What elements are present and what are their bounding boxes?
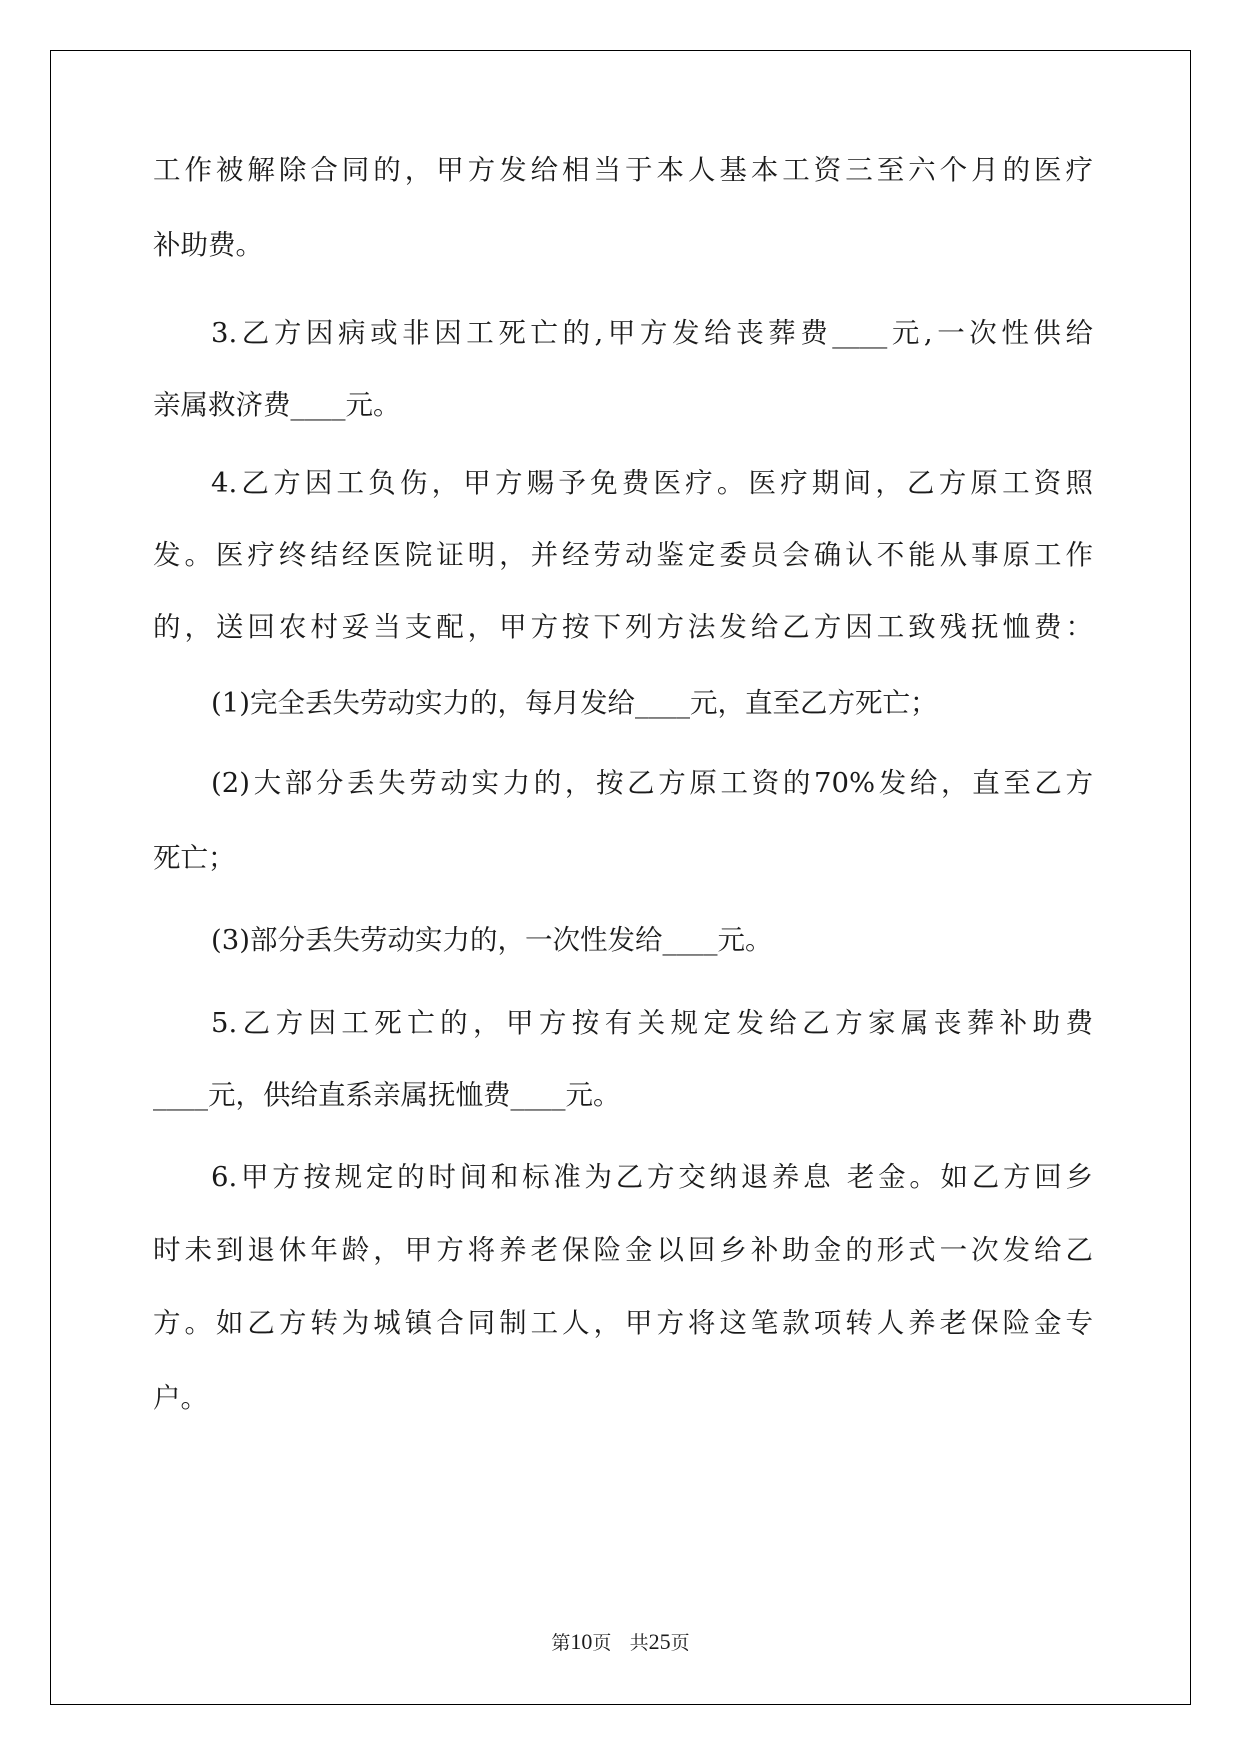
text-line: (2)大部分丢失劳动实力的，按乙方原工资的70%发给，直至乙方 <box>211 767 1093 799</box>
text-line: 的，送回农村妥当支配，甲方按下列方法发给乙方因工致残抚恤费： <box>153 611 1093 643</box>
footer-prefix: 第 <box>551 1632 571 1654</box>
text-line: 6.甲方按规定的时间和标准为乙方交纳退养息 老金。如乙方回乡 <box>211 1161 1093 1193</box>
text-line: 工作被解除合同的，甲方发给相当于本人基本工资三至六个月的医疗 <box>153 154 1093 186</box>
text-line: 时未到退休年龄，甲方将养老保险金以回乡补助金的形式一次发给乙 <box>153 1234 1093 1266</box>
text-line: (3)部分丢失劳动实力的，一次性发给____元。 <box>211 924 773 956</box>
footer-page-suffix: 页 <box>592 1632 612 1654</box>
footer-total-suffix: 页 <box>670 1632 690 1654</box>
current-page-number: 10 <box>570 1629 593 1654</box>
text-line: 方。如乙方转为城镇合同制工人，甲方将这笔款项转人养老保险金专 <box>153 1307 1093 1339</box>
text-line: 亲属救济费____元。 <box>153 389 401 421</box>
text-line: 5.乙方因工死亡的，甲方按有关规定发给乙方家属丧葬补助费 <box>211 1007 1093 1039</box>
text-line: 发。医疗终结经医院证明，并经劳动鉴定委员会确认不能从事原工作 <box>153 539 1093 571</box>
text-line: ____元，供给直系亲属抚恤费____元。 <box>153 1079 621 1111</box>
text-line: 4.乙方因工负伤，甲方赐予免费医疗。医疗期间，乙方原工资照 <box>211 467 1093 499</box>
page-number-footer <box>0 1628 1241 1655</box>
text-line: 户。 <box>153 1382 208 1414</box>
total-page-count: 25 <box>648 1629 671 1654</box>
footer-total-prefix: 共 <box>629 1632 649 1654</box>
text-line: (1)完全丢失劳动实力的，每月发给____元，直至乙方死亡； <box>211 687 938 719</box>
text-line: 3.乙方因病或非因工死亡的,甲方发给丧葬费____元,一次性供给 <box>211 317 1093 349</box>
text-line: 补助费。 <box>153 229 263 261</box>
text-line: 死亡； <box>153 842 236 874</box>
